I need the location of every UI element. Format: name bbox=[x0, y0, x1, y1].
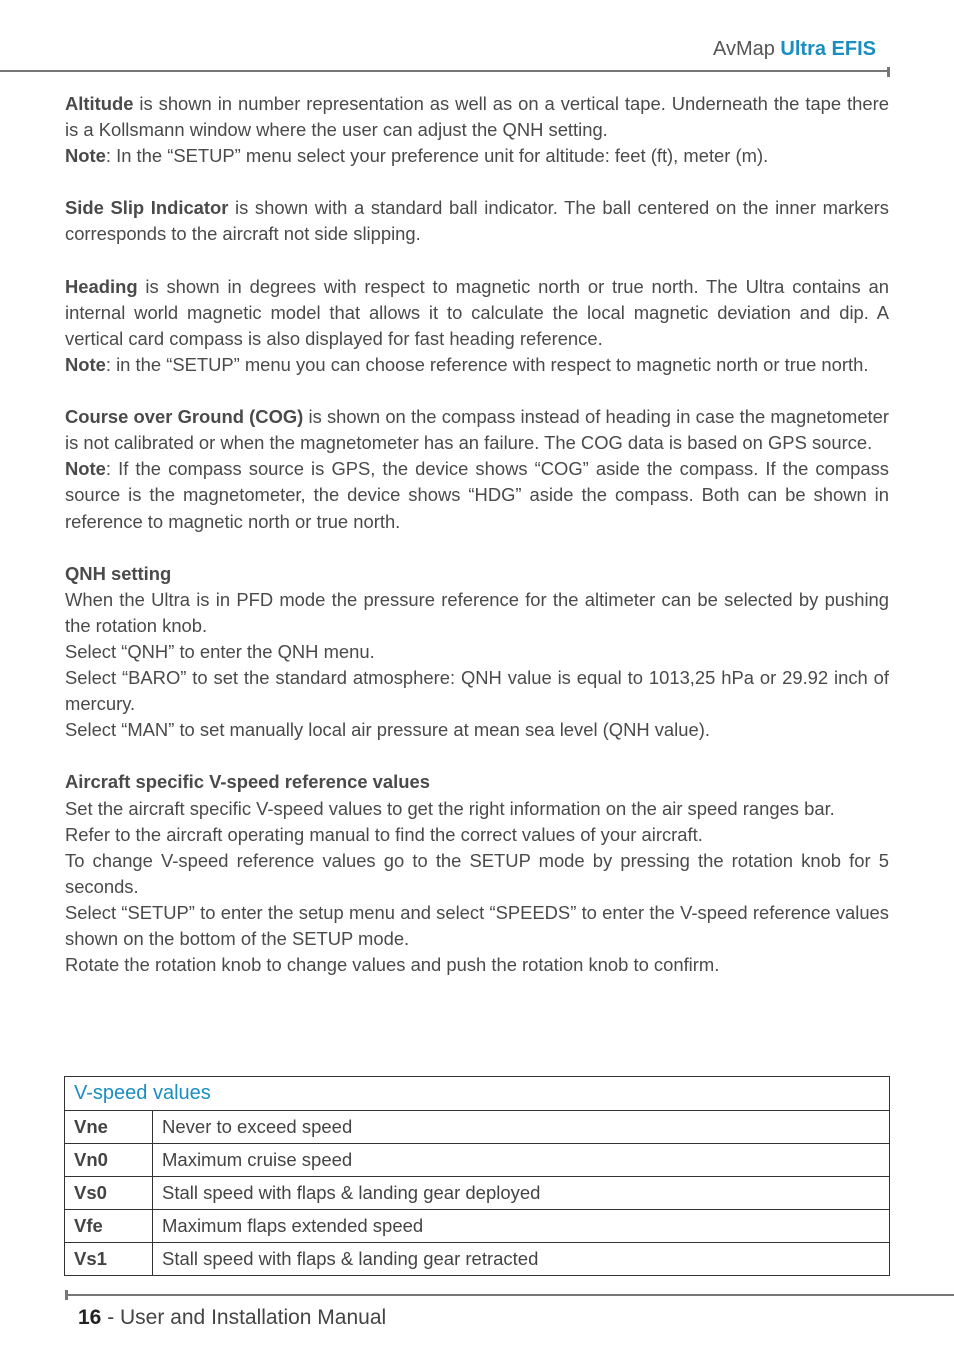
altitude-paragraph bbox=[65, 91, 889, 143]
heading-paragraph bbox=[65, 274, 889, 352]
vspeed-line: To change V-speed reference values go to the SETUP mode by pressing the rotation knob for 5 seconds. bbox=[65, 849, 889, 897]
table-row bbox=[65, 1177, 890, 1210]
vspeed-title: Aircraft specific V-speed reference values bbox=[65, 771, 430, 793]
altitude-term: Altitude bbox=[65, 93, 134, 114]
body-content bbox=[65, 91, 889, 978]
qnh-line: Select “MAN” to set manually local air pressure at mean sea level (QNH value). bbox=[65, 719, 710, 741]
table-row bbox=[65, 1210, 890, 1243]
page-header bbox=[713, 38, 876, 61]
vspeed-code: Vs0 bbox=[65, 1177, 153, 1210]
header-divider bbox=[0, 70, 890, 72]
side-slip-paragraph bbox=[65, 195, 889, 247]
table-header-row bbox=[65, 1077, 890, 1111]
side-slip-term: Side Slip Indicator bbox=[65, 197, 229, 219]
vspeed-description: Stall speed with flaps & landing gear deployed bbox=[153, 1177, 890, 1210]
page-footer bbox=[78, 1306, 386, 1330]
footer-divider-tick bbox=[65, 1290, 68, 1300]
cog-note-label: Note bbox=[65, 458, 106, 480]
table-header: V-speed values bbox=[65, 1077, 890, 1111]
vspeed-line: Select “SETUP” to enter the setup menu and select “SPEEDS” to enter the V-speed reference values shown on the bottom of the SETUP mode. bbox=[65, 901, 889, 949]
altitude-note bbox=[65, 143, 889, 169]
cog-text: is shown on the compass instead of heading in case the magnetometer is not calibrated or when the magnetometer has an failure. The COG data is based on GPS source. bbox=[65, 406, 890, 454]
heading-note-text: : in the “SETUP” menu you can choose reference with respect to magnetic north or true north. bbox=[105, 353, 869, 375]
vspeed-code: Vne bbox=[65, 1111, 153, 1144]
altitude-note-text: : In the “SETUP” menu select your preference unit for altitude: feet (ft), meter (m). bbox=[105, 145, 769, 167]
vspeed-table bbox=[64, 1076, 890, 1276]
altitude-text: is shown in number representation as well as on a vertical tape. Underneath the tape there is a Kollsmann window where the user can adjust the QNH setting. bbox=[65, 93, 889, 141]
altitude-note-label: Note bbox=[65, 145, 106, 167]
heading-text: is shown in degrees with respect to magnetic north or true north. The Ultra contains an internal world magnetic model that allows it to calculate the local magnetic deviation and dip. A vertical card compass is also displayed for fast heading reference. bbox=[65, 275, 889, 349]
table-row bbox=[65, 1144, 890, 1177]
footer-title: - User and Installation Manual bbox=[101, 1306, 387, 1329]
cog-note-text: : If the compass source is GPS, the device shows “COG” aside the compass. If the compass source is the magnetometer, the device shows “HDG” aside the compass. Both can be shown in reference to magnetic north or true north. bbox=[65, 458, 889, 532]
vspeed-line: Refer to the aircraft operating manual to find the correct values of your aircraft. bbox=[65, 823, 703, 845]
vspeed-description: Never to exceed speed bbox=[153, 1111, 890, 1144]
heading-note-label: Note bbox=[65, 353, 106, 375]
qnh-title: QNH setting bbox=[65, 562, 172, 584]
brand-name: AvMap bbox=[712, 38, 775, 60]
cog-note bbox=[65, 456, 889, 534]
header-divider-tick bbox=[887, 67, 890, 77]
side-slip-text: is shown with a standard ball indicator. The ball centered on the inner markers corresponds to the aircraft not side slipping. bbox=[65, 197, 889, 245]
heading-note bbox=[65, 352, 889, 378]
footer-divider bbox=[65, 1294, 954, 1296]
table-row bbox=[65, 1243, 890, 1276]
vspeed-description: Stall speed with flaps & landing gear retracted bbox=[153, 1243, 890, 1276]
vspeed-line: Rotate the rotation knob to change values and push the rotation knob to confirm. bbox=[65, 954, 720, 976]
table-row bbox=[65, 1111, 890, 1144]
cog-paragraph bbox=[65, 404, 889, 456]
product-name: Ultra EFIS bbox=[780, 38, 876, 60]
vspeed-description: Maximum cruise speed bbox=[153, 1144, 890, 1177]
vspeed-line: Set the aircraft specific V-speed values to get the right information on the air speed ranges bar. bbox=[65, 797, 835, 819]
qnh-line: Select “BARO” to set the standard atmosphere: QNH value is equal to 1013,25 hPa or 29.92 inch of mercury. bbox=[65, 667, 889, 715]
vspeed-code: Vfe bbox=[65, 1210, 153, 1243]
vspeed-description: Maximum flaps extended speed bbox=[153, 1210, 890, 1243]
cog-term: Course over Ground (COG) bbox=[65, 406, 304, 428]
page-number: 16 bbox=[78, 1306, 102, 1329]
vspeed-code: Vn0 bbox=[65, 1144, 153, 1177]
heading-term: Heading bbox=[65, 275, 138, 297]
vspeed-code: Vs1 bbox=[65, 1243, 153, 1276]
qnh-line: When the Ultra is in PFD mode the pressure reference for the altimeter can be selected by pushing the rotation knob. bbox=[65, 588, 889, 636]
qnh-line: Select “QNH” to enter the QNH menu. bbox=[65, 640, 375, 662]
